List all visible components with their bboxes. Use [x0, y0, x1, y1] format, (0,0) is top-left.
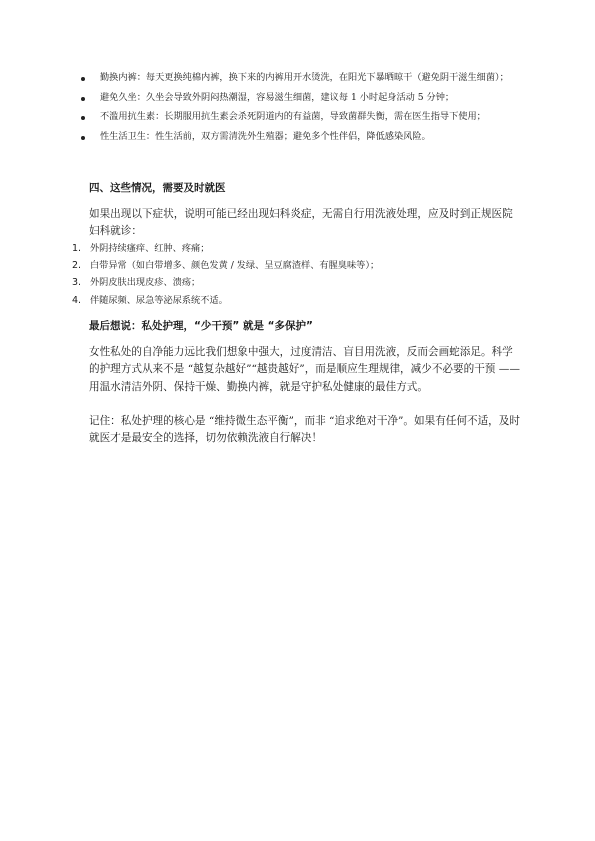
list-number: 1. [72, 243, 82, 254]
closing-heading: 最后想说：私处护理，“少干预” 就是 “多保护” [89, 320, 313, 332]
list-item [74, 70, 522, 87]
list-item [74, 129, 522, 146]
list-item-text: 避免久坐：久坐会导致外阴闷热潮湿，容易滋生细菌，建议每 1 小时起身活动 5 分钟； [100, 91, 455, 103]
list-item [72, 274, 522, 291]
reminder-paragraph: 记住：私处护理的核心是 “维持微生态平衡”，而非 “追求绝对干净”。如果有任何不适，及时就医才是最安全的选择，切勿依赖洗液自行解决！ [89, 415, 520, 445]
hygiene-tips-list [74, 70, 522, 148]
bullet-icon [81, 97, 85, 101]
bullet-icon [81, 116, 85, 120]
list-item-text: 勤换内裤：每天更换纯棉内裤，换下来的内裤用开水烫洗，在阳光下暴晒晾干（避免阴干滋生细菌）； [100, 72, 509, 83]
list-item-text: 外阴持续瘙痒、红肿、疼痛； [90, 243, 210, 254]
section-intro-paragraph: 如果出现以下症状，说明可能已经出现妇科炎症，无需自行用洗液处理，应及时到正规医院妇科就诊： [89, 208, 513, 238]
list-item [72, 257, 522, 274]
list-item-text: 伴随尿频、尿急等泌尿系统不适。 [90, 294, 228, 306]
list-number: 3. [72, 277, 82, 289]
symptoms-list [72, 240, 522, 309]
section-heading: 四、这些情况，需要及时就医 [89, 182, 226, 194]
closing-paragraph: 女性私处的自净能力远比我们想象中强大，过度清洁、盲目用洗液，反而会画蛇添足。科学的护理方式从来不是 “越复杂越好”“越贵越好”，而是顺应生理规律，减少不必要的干预 —— 用温水清洁外阴、保持干燥、勤换内裤，就是守护私处健康的最佳方式。 [89, 346, 520, 393]
list-item [74, 90, 522, 107]
bullet-icon [81, 77, 85, 81]
list-item [72, 292, 522, 309]
list-item-text: 外阴皮肤出现皮疹、溃疡； [90, 277, 201, 289]
list-item [72, 240, 522, 257]
list-item-text: 性生活卫生：性生活前，双方需清洗外生殖器；避免多个性伴侣，降低感染风险。 [100, 130, 431, 142]
list-item [74, 109, 522, 126]
list-item-text: 不滥用抗生素：长期服用抗生素会杀死阴道内的有益菌，导致菌群失衡，需在医生指导下使用； [100, 111, 486, 122]
list-number: 4. [72, 294, 82, 306]
list-number: 2. [72, 260, 82, 272]
list-item-text: 白带异常（如白带增多、颜色发黄 / 发绿、呈豆腐渣样、有腥臭味等）； [90, 260, 380, 272]
bullet-icon [81, 136, 85, 140]
